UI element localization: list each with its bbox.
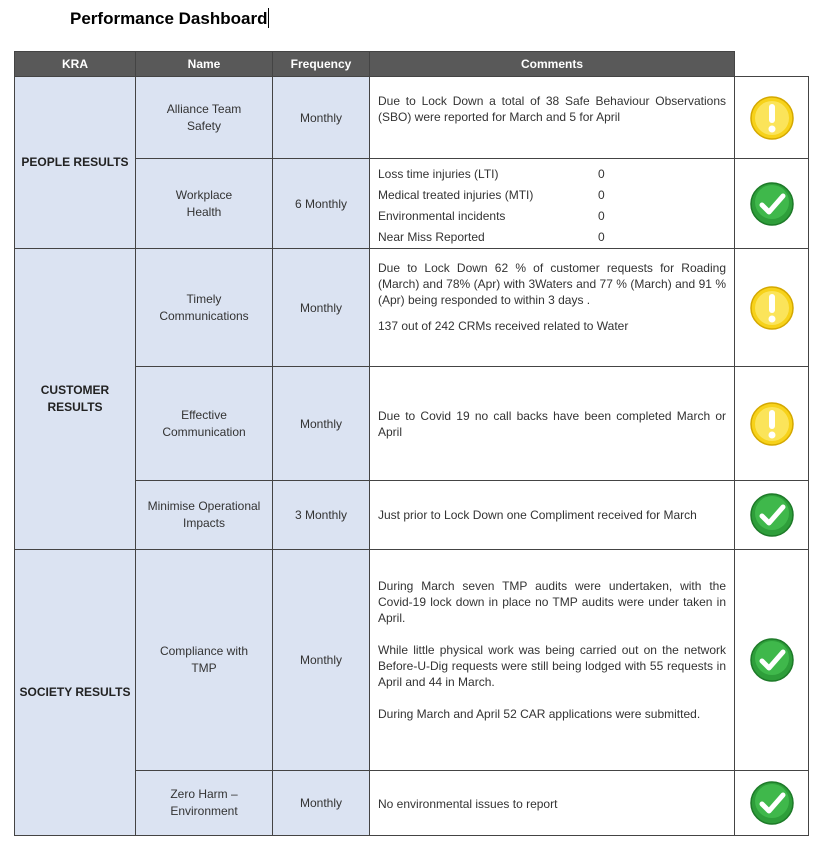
row-name-compliance-with-tmp: Compliance with TMP [135, 549, 273, 771]
status-warning-icon [734, 366, 809, 481]
metric-row: Medical treated injuries (MTI) 0 [378, 187, 605, 202]
kra-society-results: SOCIETY RESULTS [14, 549, 136, 836]
header-frequency: Frequency [272, 51, 370, 77]
row-name-alliance-team-safety: Alliance Team Safety [135, 76, 273, 159]
row-name-effective-communication: Effective Communication [135, 366, 273, 481]
status-check-icon [734, 549, 809, 771]
status-warning-icon [734, 76, 809, 159]
row-comment: Due to Covid 19 no call backs have been completed March or April [369, 366, 735, 481]
row-name-zero-harm-environment: Zero Harm – Environment [135, 770, 273, 836]
row-frequency: Monthly [272, 770, 370, 836]
status-warning-icon [734, 248, 809, 367]
row-name-minimise-operational-impacts: Minimise Operational Impacts [135, 480, 273, 550]
status-check-icon [734, 480, 809, 550]
status-check-icon [734, 158, 809, 249]
row-frequency: Monthly [272, 549, 370, 771]
page-title: Performance Dashboard [70, 9, 268, 28]
row-name-workplace-health: Workplace Health [135, 158, 273, 249]
row-comment: No environmental issues to report [369, 770, 735, 836]
row-frequency: Monthly [272, 76, 370, 159]
row-frequency: 6 Monthly [272, 158, 370, 249]
row-comment: Due to Lock Down 62 % of customer requests for Roading (March) and 78% (Apr) with 3Waters and 77 % (March) and 91 % (Apr) being responded to within 3 days . 137 out of 242 CRMs received related to Water [369, 248, 735, 367]
metric-row: Near Miss Reported 0 [378, 229, 605, 244]
row-comment: Due to Lock Down a total of 38 Safe Behaviour Observations (SBO) were reported for March and 5 for April [369, 76, 735, 159]
row-frequency: 3 Monthly [272, 480, 370, 550]
row-name-timely-communications: Timely Communications [135, 248, 273, 367]
row-comment: During March seven TMP audits were undertaken, with the Covid-19 lock down in place no TMP audits were under taken in April. While little physical work was being carried out on the network Before-U-Dig requests were still being lodged with 55 requests in April and 44 in March. During March and April 52 CAR applications were submitted. [369, 549, 735, 771]
header-kra: KRA [14, 51, 136, 77]
row-frequency: Monthly [272, 248, 370, 367]
metric-row: Loss time injuries (LTI) 0 [378, 166, 605, 181]
header-name: Name [135, 51, 273, 77]
text-cursor [268, 8, 269, 28]
metric-row: Environmental incidents 0 [378, 208, 605, 223]
kra-people-results: PEOPLE RESULTS [14, 76, 136, 249]
row-frequency: Monthly [272, 366, 370, 481]
header-comments: Comments [369, 51, 735, 77]
kra-customer-results: CUSTOMER RESULTS [14, 248, 136, 550]
status-check-icon [734, 770, 809, 836]
row-comment: Just prior to Lock Down one Compliment received for March [369, 480, 735, 550]
row-metrics [369, 158, 735, 249]
